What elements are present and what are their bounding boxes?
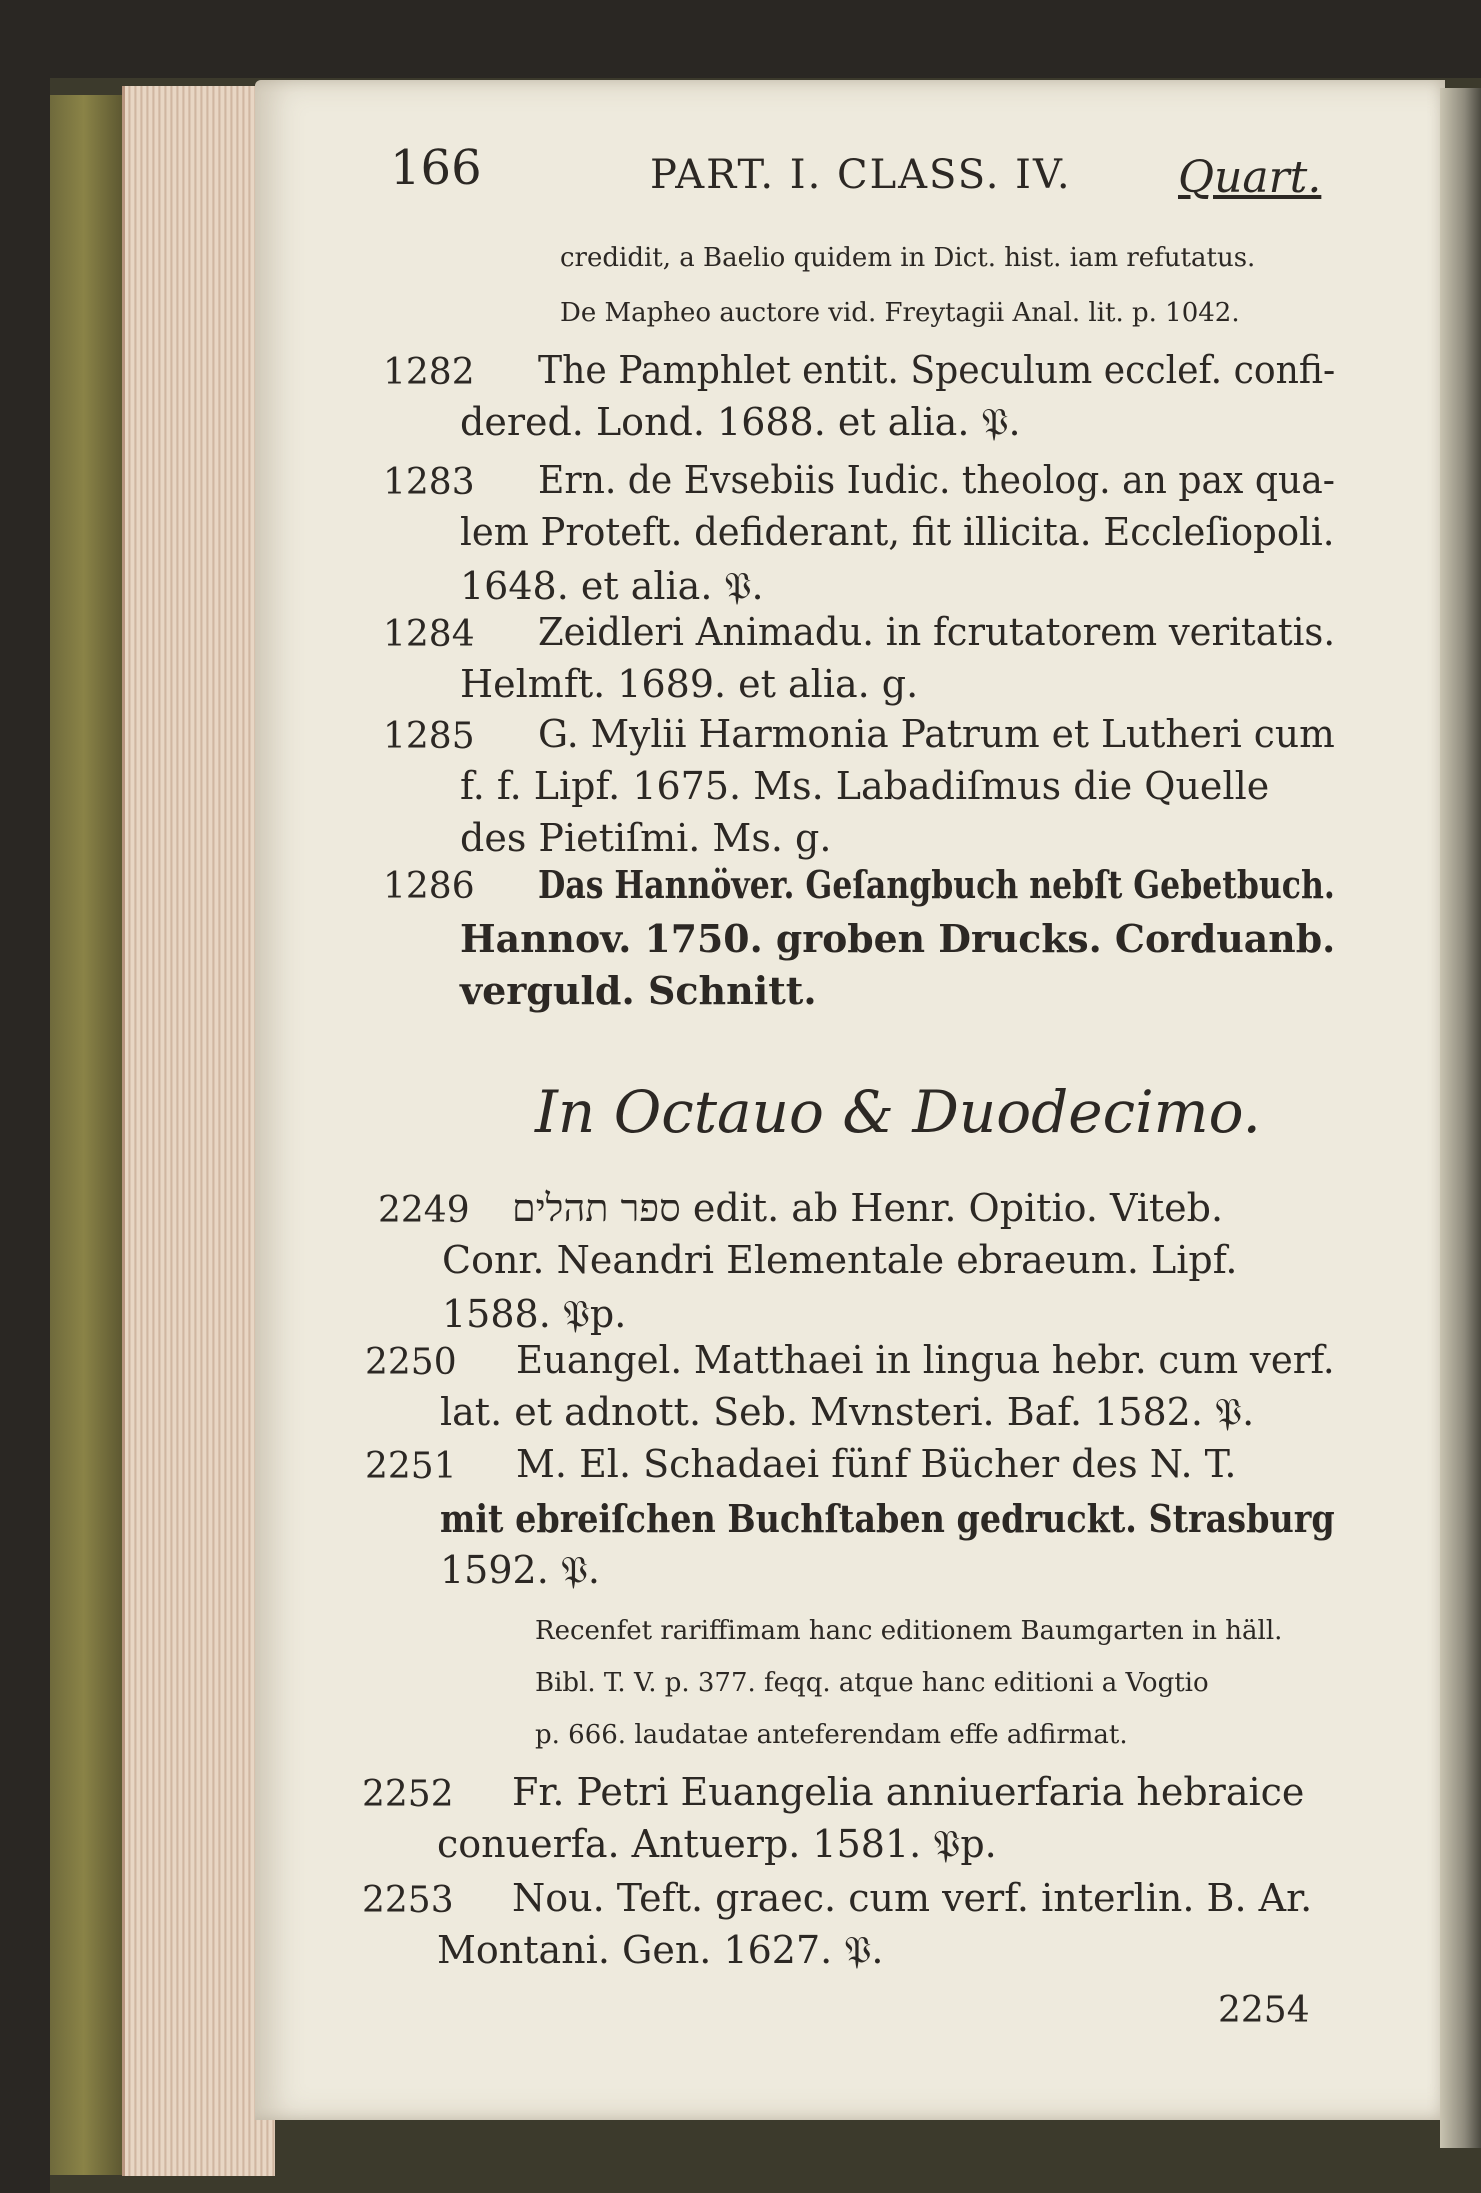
entry-line: verguld. Schnitt. [460,968,817,1013]
entry-line: Conr. Neandri Elementale ebraeum. Lipf. [442,1238,1238,1282]
running-head: PART. I. CLASS. IV. [650,152,1072,198]
entry-line: Hannov. 1750. groben Drucks. Corduanb. [460,916,1336,961]
entry-line: The Pamphlet entit. Speculum ecclef. confi- [538,348,1336,392]
entry-line: des Pietiſmi. Ms. g. [460,816,832,860]
entry-line: 1592. 𝔓. [440,1548,601,1592]
entry-line: M. El. Schadaei fünf Bücher des N. T. [516,1442,1237,1486]
note-line: De Mapheo auctore vid. Freytagii Anal. lit. p. 1042. [560,298,1240,328]
entry-line: Nou. Teft. graec. cum verf. interlin. B. Ar. [512,1876,1313,1920]
entry-line: mit ebreiſchen Buchſtaben gedruckt. Strasburg [440,1496,1335,1541]
entry-line: Montani. Gen. 1627. 𝔓. [437,1928,884,1972]
entry-line: f. f. Lipf. 1675. Ms. Labadiſmus die Quelle [460,764,1270,808]
note-line: Bibl. T. V. p. 377. feqq. atque hanc editioni a Vogtio [535,1668,1209,1698]
entry-line: Zeidleri Animadu. in fcrutatorem veritatis. [538,610,1336,654]
entry-number: 1286 [383,866,475,907]
entry-line: 1588. 𝔓p. [442,1292,627,1336]
page-fold-edge [1440,88,1481,2148]
entry-number: 1282 [383,352,475,393]
entry-number: 2253 [362,1880,454,1921]
entry-number: 1283 [383,462,475,503]
note-line: p. 666. laudatae anteferendam effe adfirmat. [535,1720,1128,1750]
entry-line: Euangel. Matthaei in lingua hebr. cum verf. [516,1338,1335,1382]
entry-number: 2251 [365,1446,457,1487]
entry-number: 2249 [378,1190,470,1231]
entry-line: dered. Lond. 1688. et alia. 𝔓. [460,400,1021,444]
section-heading: In Octauo & Duodecimo. [535,1078,1261,1146]
entry-number: 1285 [383,716,475,757]
format-label: Quart. [1178,152,1322,203]
entry-line: 1648. et alia. 𝔓. [460,564,764,608]
page-stack-edge [122,86,275,2176]
entry-number: 2250 [365,1342,457,1383]
book-spine [50,95,125,2175]
page-number: 166 [390,140,482,196]
entry-line: Das Hannöver. Geſangbuch nebſt Gebetbuch. [538,862,1335,907]
entry-line: conuerfa. Antuerp. 1581. 𝔓p. [437,1822,997,1866]
catchword: 2254 [1218,1990,1310,2031]
entry-number: 2252 [362,1774,454,1815]
entry-line: Ern. de Evsebiis Iudic. theolog. an pax qua- [538,458,1335,502]
note-line: Recenfet rariffimam hanc editionem Baumgarten in häll. [535,1616,1283,1646]
note-line: credidit, a Baelio quidem in Dict. hist. iam refutatus. [560,243,1256,273]
entry-line: Helmft. 1689. et alia. g. [460,662,919,706]
entry-line: lem Proteft. defiderant, fit illicita. Eccleſiopoli. [460,510,1335,554]
entry-line: lat. et adnott. Seb. Mvnsteri. Baf. 1582. 𝔓. [440,1390,1255,1434]
entry-line: Fr. Petri Euangelia anniuerfaria hebraice [512,1770,1305,1814]
entry-line: G. Mylii Harmonia Patrum et Lutheri cum [538,712,1335,756]
entry-number: 1284 [383,614,475,655]
entry-line: ספר תהלים edit. ab Henr. Opitio. Viteb. [512,1186,1224,1230]
